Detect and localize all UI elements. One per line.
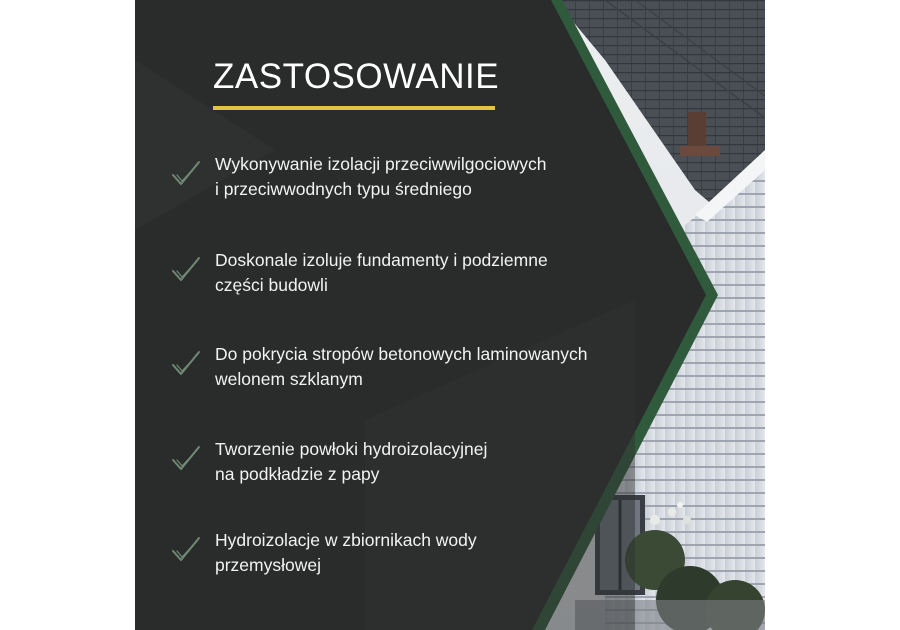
feature-text-line: przemysłowej: [215, 555, 321, 575]
feature-text-line: Wykonywanie izolacji przeciwwilgociowych: [215, 154, 547, 174]
checkmark-icon: [171, 445, 201, 471]
checkmark-icon: [171, 350, 201, 376]
feature-text: [215, 248, 645, 298]
list-item: [171, 250, 641, 316]
list-item: [171, 530, 641, 596]
list-item: [171, 439, 641, 505]
feature-text: [215, 152, 645, 202]
feature-text: [215, 437, 645, 487]
feature-text-line: Hydroizolacje w zbiornikach wody: [215, 530, 477, 550]
feature-text-line: na podkładzie z papy: [215, 464, 380, 484]
feature-text-line: welonem szklanym: [215, 369, 363, 389]
feature-text-line: Doskonale izoluje fundamenty i podziemne: [215, 250, 548, 270]
list-item: [171, 154, 641, 220]
list-item: [171, 344, 641, 410]
title-underline: [213, 106, 495, 110]
feature-text-line: części budowli: [215, 275, 328, 295]
feature-text: [215, 342, 645, 392]
checkmark-icon: [171, 256, 201, 282]
checkmark-icon: [171, 160, 201, 186]
feature-text-line: Tworzenie powłoki hydroizolacyjnej: [215, 439, 488, 459]
feature-text: [215, 528, 645, 578]
section-title: ZASTOSOWANIE: [213, 57, 500, 96]
checkmark-icon: [171, 536, 201, 562]
feature-card: [135, 0, 765, 630]
feature-text-line: i przeciwwodnych typu średniego: [215, 179, 472, 199]
feature-text-line: Do pokrycia stropów betonowych laminowanych: [215, 344, 588, 364]
